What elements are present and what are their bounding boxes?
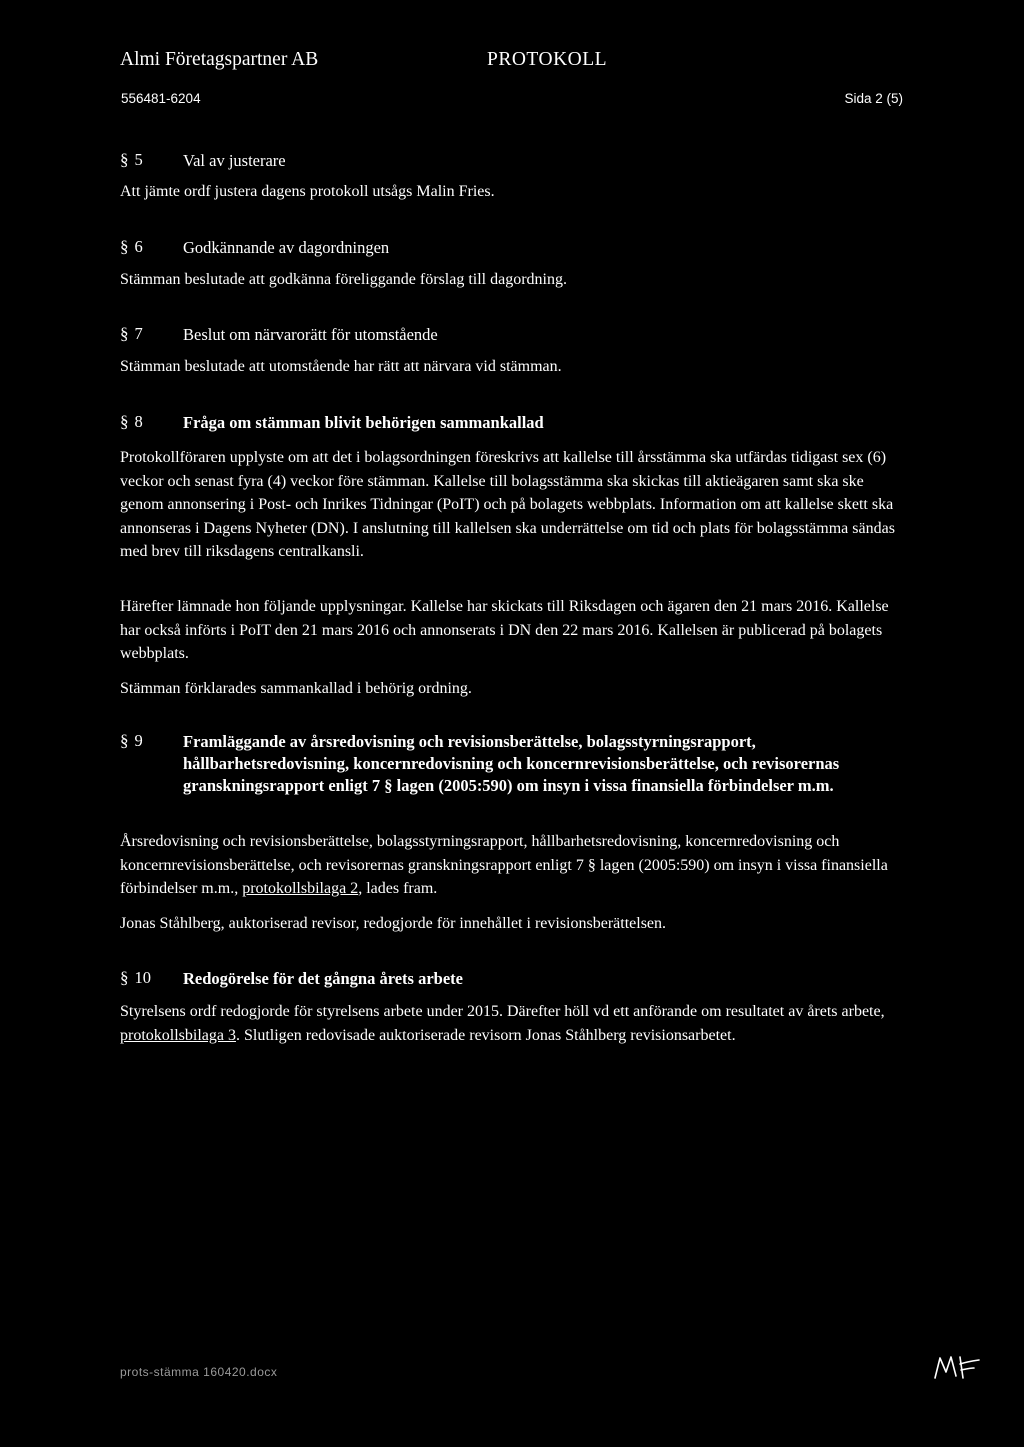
org-number: 556481-6204 (121, 91, 201, 106)
section-7-paragraph: Stämman beslutade att utomstående har rätt att närvara vid stämman. (120, 358, 562, 375)
section-10-number: § 10 (120, 968, 151, 987)
section-7-number: § 7 (120, 324, 143, 343)
handwritten-initials (932, 1352, 992, 1382)
section-8-title: Fråga om stämman blivit behörigen sammankallad (183, 413, 544, 432)
section-9-paragraph-1: Årsredovisning och revisionsberättelse, bolagsstyrningsrapport, hållbarhetsredovisning, koncernredovisning och koncernrevisionsberättelse, och revisorernas granskningsrapport enligt 7 § lagen (2005:590) om insyn i vissa finansiella förbindelser m.m., protokollsbilaga 2, lades fram. (120, 833, 888, 897)
section-9-title: Framläggande av årsredovisning och revisionsberättelse, bolagsstyrningsrapport, hållbarhetsredovisning, koncernredovisning och koncernrevisionsberättelse, och revisorernas granskningsrapport enligt 7 § lagen (2005:590) om insyn i vissa finansiella förbindelser m.m. (183, 732, 840, 795)
section-10-title: Redogörelse för det gångna årets arbete (183, 969, 463, 988)
footer-filename: prots-stämma 160420.docx (120, 1365, 278, 1379)
company-name: Almi Företagspartner AB (120, 49, 319, 70)
section-8-number: § 8 (120, 412, 143, 431)
section-6-title: Godkännande av dagordningen (183, 238, 390, 257)
section-8-paragraph-1: Protokollföraren upplyste om att det i bolagsordningen föreskrivs att kallelse till årsstämma ska utfärdas tidigast sex (6) veckor och senast fyra (4) veckor före stämman. Kallelse till bolagsstämma ska skickas till aktieägaren samt ska ske genom annonsering i Post- och Inrikes Tidningar (PoIT) och på bolagets webbplats. Information om att kallelse skett ska annonseras i Dagens Nyheter (DN). I anslutning till kallelsen ska underrättelse om tid och plats för bolagsstämma sändas med brev till riksdagens centralkansli. (120, 449, 895, 560)
page-indicator: Sida 2 (5) (844, 91, 903, 106)
section-6-number: § 6 (120, 237, 143, 256)
section-8-paragraph-3: Stämman förklarades sammankallad i behörig ordning. (120, 680, 472, 697)
attachment-2-link[interactable]: protokollsbilaga 2 (242, 880, 359, 897)
section-7-title: Beslut om närvarorätt för utomstående (183, 325, 438, 344)
section-9-number: § 9 (120, 731, 143, 750)
section-10-paragraph: Styrelsens ordf redogjorde för styrelsens arbete under 2015. Därefter höll vd ett anförande om resultatet av årets arbete, protokollsbilaga 3. Slutligen redovisade auktoriserade revisorn Jonas Ståhlberg revisionsarbetet. (120, 1003, 885, 1044)
section-5-paragraph: Att jämte ordf justera dagens protokoll utsågs Malin Fries. (120, 183, 495, 200)
section-9-paragraph-2: Jonas Ståhlberg, auktoriserad revisor, redogjorde för innehållet i revisionsberättelsen. (120, 915, 667, 932)
attachment-3-link[interactable]: protokollsbilaga 3 (120, 1026, 236, 1044)
section-8-paragraph-2: Härefter lämnade hon följande upplysningar. Kallelse har skickats till Riksdagen och ägaren den 21 mars 2016. Kallelse har också införts i PoIT den 21 mars 2016 och annonserats i DN den 22 mars 2016. Kallelsen är publicerad på bolagets webbplats. (120, 598, 889, 662)
section-6-paragraph: Stämman beslutade att godkänna föreliggande förslag till dagordning. (120, 271, 567, 288)
document-type: PROTOKOLL (487, 49, 608, 70)
section-5-title: Val av justerare (183, 151, 286, 170)
section-5-number: § 5 (120, 150, 143, 169)
